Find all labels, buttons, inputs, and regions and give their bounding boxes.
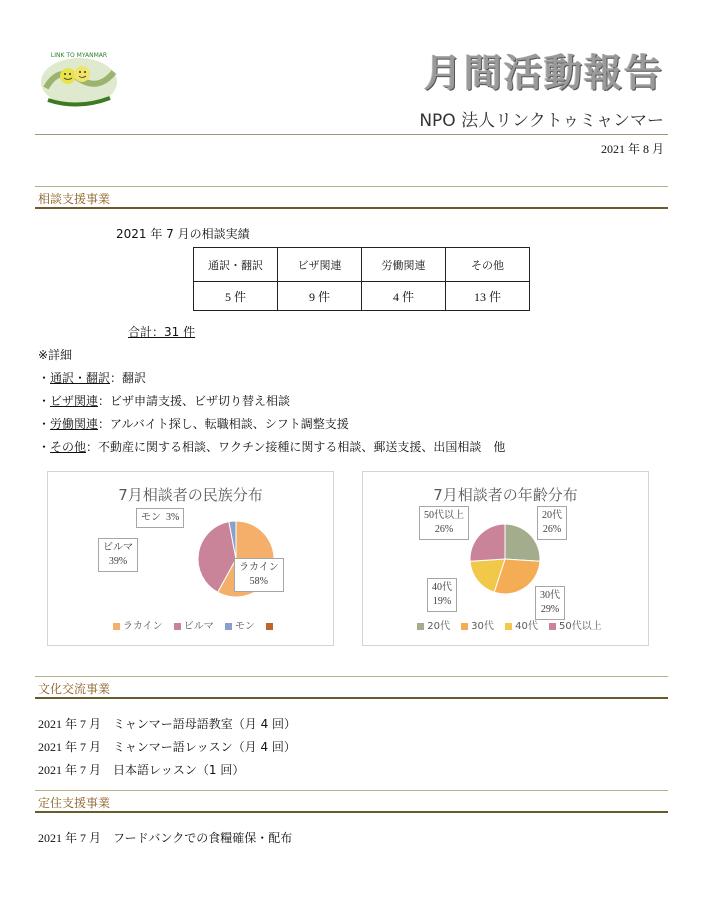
chart-legend	[48, 617, 333, 632]
section-title-settle: 定住支援事業	[38, 796, 111, 810]
label-pct: 26%	[542, 524, 562, 535]
table-value-cell: 13 件	[446, 282, 530, 311]
label-pct: 26%	[434, 524, 454, 535]
data-label-mon	[136, 508, 184, 528]
logo	[38, 48, 120, 110]
legend-swatch	[266, 623, 273, 630]
report-date: 2021 年 8 月	[600, 142, 664, 156]
section-bottom-line	[35, 811, 668, 813]
legend-swatch	[549, 623, 556, 630]
label-pct: 19%	[432, 596, 452, 607]
detail-term: 労働関連	[50, 417, 99, 431]
legend-swatch	[505, 623, 512, 630]
item-date: 2021 年 7 月	[38, 763, 102, 777]
legend-swatch	[461, 623, 468, 630]
data-label-40s	[427, 578, 457, 612]
list-item	[38, 761, 244, 778]
detail-item	[38, 369, 146, 386]
data-label-rakhine	[234, 558, 284, 592]
table-header-cell: その他	[446, 248, 530, 282]
item-text: 日本語レッスン（1 回）	[113, 763, 245, 777]
item-text: ミャンマー語母語教室（月 4 回）	[113, 717, 297, 731]
legend-swatch	[174, 623, 181, 630]
item-date: 2021 年 7 月	[38, 740, 102, 754]
legend-label: 20代	[427, 621, 450, 632]
legend-label: 50代以上	[559, 621, 602, 632]
list-item	[38, 738, 296, 755]
detail-desc: ：ビザ申請支援、ビザ切り替え相談	[98, 394, 291, 408]
section-title-consult: 相談支援事業	[38, 192, 111, 206]
legend-label: モン	[234, 621, 255, 632]
bullet: ・	[38, 417, 51, 431]
label-name: ラカイン	[239, 562, 279, 573]
page-title: 月間活動報告	[423, 51, 664, 95]
ethnicity-chart	[47, 471, 334, 646]
detail-desc: ：アルバイト探し、転職相談、シフト調整支援	[98, 417, 349, 431]
section-bottom-line	[35, 207, 668, 209]
legend-swatch	[225, 623, 232, 630]
detail-item	[38, 392, 290, 409]
bullet: ・	[38, 371, 51, 385]
table-header-cell: ビザ関連	[278, 248, 362, 282]
table-header-cell: 通訳・翻訳	[194, 248, 278, 282]
detail-desc: ：不動産に関する相談、ワクチン接種に関する相談、郵送支援、出国相談 他	[86, 440, 506, 454]
label-pct: 29%	[540, 604, 560, 615]
svg-text:LINK TO MYANMAR: LINK TO MYANMAR	[50, 52, 108, 59]
item-date: 2021 年 7 月	[38, 831, 102, 845]
legend-swatch	[417, 623, 424, 630]
label-pct: 3%	[166, 512, 180, 523]
detail-term: ビザ関連	[50, 394, 99, 408]
item-text: フードバンクでの食糧確保・配布	[113, 831, 293, 845]
label-name: 40代	[432, 582, 452, 593]
legend-swatch	[113, 623, 120, 630]
section-title-culture: 文化交流事業	[38, 682, 111, 696]
detail-item	[38, 438, 505, 455]
label-name: モン	[141, 512, 161, 523]
label-name: 20代	[542, 510, 562, 521]
section-top-line	[35, 186, 668, 187]
label-name: ビルマ	[103, 542, 133, 553]
chart-title: 7月相談者の民族分布	[118, 486, 263, 504]
detail-label: ※詳細	[38, 348, 73, 362]
age-chart	[362, 471, 649, 646]
section-top-line	[35, 790, 668, 791]
pie-slice-4	[470, 524, 505, 561]
table-value-cell: 5 件	[194, 282, 278, 311]
label-pct: 39%	[108, 556, 128, 567]
legend-label: ラカイン	[122, 621, 163, 632]
data-label-20s	[537, 506, 567, 540]
table-value-cell: 4 件	[362, 282, 446, 311]
bullet: ・	[38, 394, 51, 408]
label-name: 30代	[540, 590, 560, 601]
table-header-cell: 労働関連	[362, 248, 446, 282]
list-item	[38, 829, 292, 846]
pie-slice-1	[505, 524, 540, 561]
label-name: 50代以上	[424, 510, 464, 521]
label-pct: 58%	[249, 576, 269, 587]
data-label-50s	[419, 506, 469, 540]
legend-label: ビルマ	[183, 621, 214, 632]
bullet: ・	[38, 440, 51, 454]
section-bottom-line	[35, 697, 668, 699]
chart-title: 7月相談者の年齢分布	[433, 486, 578, 504]
legend-label: 40代	[515, 621, 538, 632]
detail-term: 通訳・翻訳	[50, 371, 111, 385]
legend-label: 30代	[471, 621, 494, 632]
chart-legend	[363, 617, 648, 632]
organization-name: NPO 法人リンクトゥミャンマー	[419, 111, 664, 131]
section-top-line	[35, 676, 668, 677]
consult-subtitle: 2021 年 7 月の相談実績	[116, 227, 250, 241]
data-label-burma	[98, 538, 138, 572]
detail-term: その他	[50, 440, 87, 454]
item-date: 2021 年 7 月	[38, 717, 102, 731]
detail-item	[38, 415, 349, 432]
data-label-30s	[535, 586, 565, 620]
table-value-cell: 9 件	[278, 282, 362, 311]
consult-total: 合計：31 件	[128, 325, 196, 339]
item-text: ミャンマー語レッスン（月 4 回）	[113, 740, 296, 754]
header-divider	[35, 134, 668, 135]
list-item	[38, 715, 296, 732]
consult-table	[193, 247, 530, 311]
detail-desc: ：翻訳	[110, 371, 147, 385]
